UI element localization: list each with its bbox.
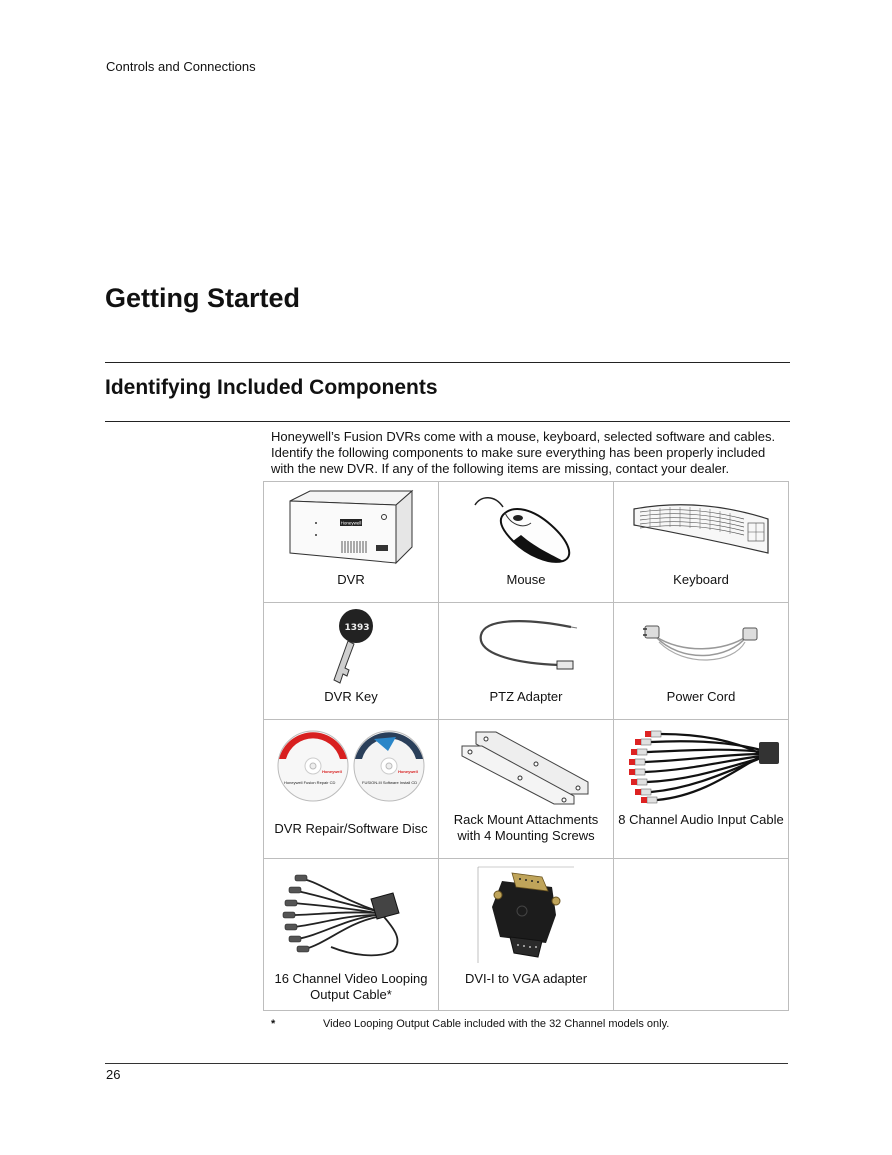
section-divider-top [105, 362, 790, 363]
dvr-brand-logo: Honeywell [340, 520, 362, 526]
component-cell-power-cord [614, 603, 789, 720]
component-cell-rack-mount [439, 720, 614, 859]
section-heading: Identifying Included Components [105, 376, 438, 399]
disc-icon [276, 729, 426, 803]
component-label: DVI-I to VGA adapter [464, 971, 588, 986]
component-cell-keyboard [614, 482, 789, 603]
components-table [263, 481, 789, 1011]
component-label: DVR Repair/Software Disc [274, 821, 428, 836]
footnote-text: Video Looping Output Cable included with the 32 Channel models only. [323, 1018, 670, 1030]
mouse-icon [471, 491, 581, 563]
component-label: Mouse [506, 572, 546, 587]
component-cell-audio-cable [614, 720, 789, 859]
component-cell-video-cable [264, 859, 439, 1011]
component-label: Rack Mount Attachments with 4 Mounting Screws [453, 812, 599, 843]
page-title: Getting Started [105, 283, 301, 313]
running-header: Controls and Connections [106, 59, 256, 74]
component-label: DVR Key [324, 689, 378, 704]
page-number: 26 [106, 1067, 121, 1082]
audio-cable-icon [621, 728, 781, 804]
component-label: DVR [337, 572, 365, 587]
component-label: Power Cord [666, 689, 736, 704]
keyboard-icon [630, 495, 772, 559]
key-icon [316, 606, 386, 686]
component-cell-disc [264, 720, 439, 859]
dvr-unit-icon [286, 489, 416, 565]
component-cell-dvr-key [264, 603, 439, 720]
component-cell-ptz-adapter [439, 603, 614, 720]
section-divider-bottom [105, 421, 790, 422]
disc-2-brand: Honeywell [398, 769, 418, 774]
disc-1-brand: Honeywell [322, 769, 342, 774]
component-cell-empty [614, 859, 789, 1011]
disc-2-label: FUSION-III Software Install CD [362, 780, 418, 785]
rack-bracket-icon [456, 726, 596, 806]
component-cell-mouse [439, 482, 614, 603]
component-label: Keyboard [673, 572, 729, 587]
video-cable-icon [281, 869, 421, 961]
intro-paragraph: Honeywell’s Fusion DVRs come with a mouse, keyboard, selected software and cables. Identify the following components to make sure everything has been properly included with the new DVR. If any of the following items are missing, contact your dealer. [271, 429, 776, 476]
component-cell-dvi-vga [439, 859, 614, 1011]
cable-adapter-icon [471, 615, 581, 677]
power-cord-icon [641, 616, 761, 676]
component-label: PTZ Adapter [489, 689, 563, 704]
disc-1-label: Honeywell Fusion Repair CD [284, 780, 336, 785]
key-stamp: 1393 [344, 623, 370, 633]
dvi-vga-adapter-icon [476, 865, 576, 965]
component-label: 8 Channel Audio Input Cable [618, 812, 784, 827]
footnote-mark: * [271, 1018, 276, 1030]
component-label: 16 Channel Video Looping Output Cable* [274, 971, 428, 1002]
component-cell-dvr [264, 482, 439, 603]
footer-divider [105, 1063, 788, 1064]
